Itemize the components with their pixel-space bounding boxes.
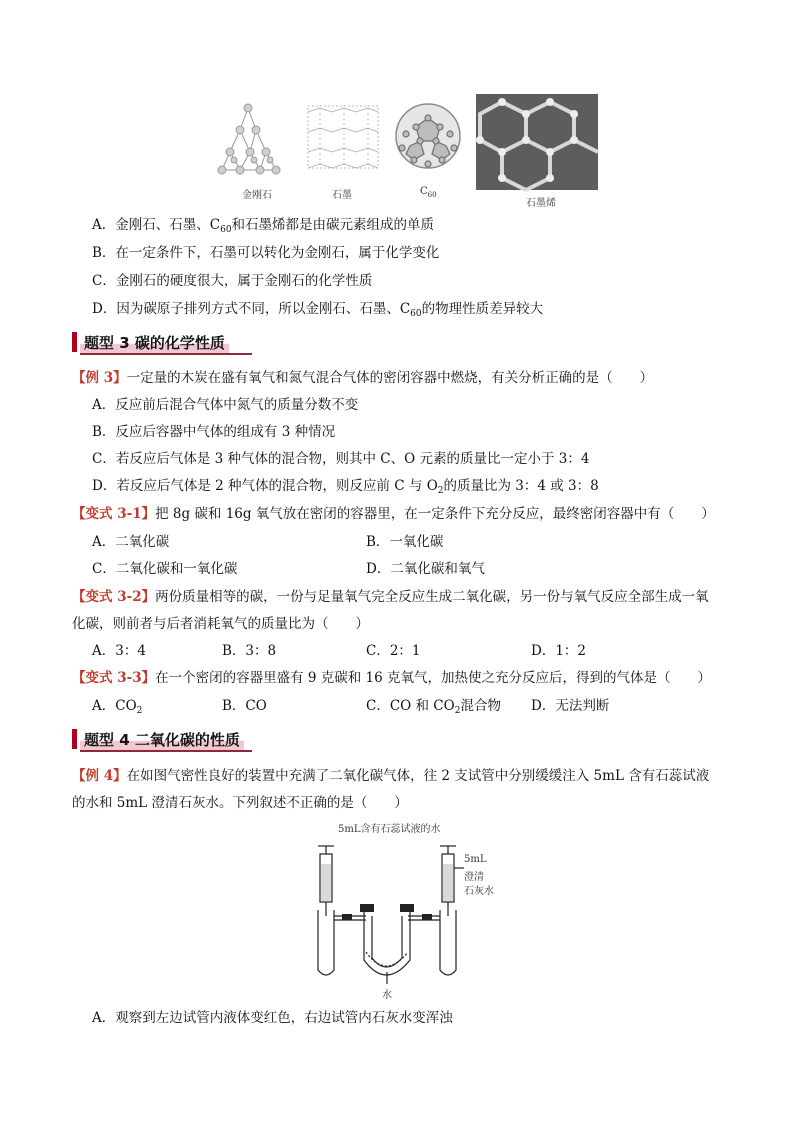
section-heading-3 bbox=[72, 331, 229, 353]
v32-option-c: C．2：1 bbox=[366, 643, 421, 659]
section-title: 题型 4 二氧化碳的性质 bbox=[80, 728, 244, 751]
ex3-option-a: A．反应前后混合气体中氮气的质量分数不变 bbox=[92, 397, 359, 413]
apparatus-top-label: 5mL含有石蕊试液的水 bbox=[338, 824, 441, 835]
caption-c60: $C_{60}$ bbox=[420, 186, 437, 199]
heading-bar bbox=[72, 729, 77, 749]
diamond-structure-image bbox=[218, 104, 280, 174]
heading-bar bbox=[72, 332, 77, 352]
allotrope-figure bbox=[210, 94, 610, 209]
v32-option-b: B．3：8 bbox=[222, 643, 277, 659]
variant-3-1-stem: 【变式 3-1】把 8g 碳和 16g 氧气放在密闭的容器里，在一定条件下充分反应，最终密闭容器中有（ ） bbox=[72, 506, 715, 522]
v32-option-d: D．1：2 bbox=[531, 643, 587, 659]
example-4-stem-line1: 【例 4】在如图气密性良好的装置中充满了二氧化碳气体，往 2 支试管中分别缓缓注入 5mL 含有石蕊试液 bbox=[72, 768, 710, 784]
option-d: D．因为碳原子排列方式不同，所以金刚石、石墨、$C_{60}$的物理性质差异较大 bbox=[92, 301, 544, 319]
caption-diamond: 金刚石 bbox=[242, 190, 272, 201]
v31-option-c: C．二氧化碳和一氧化碳 bbox=[92, 561, 238, 577]
option-a: A．金刚石、石墨、$C_{60}$和石墨烯都是由碳元素组成的单质 bbox=[92, 217, 435, 235]
v33-option-b: B．CO bbox=[222, 698, 267, 714]
example-3-stem: 【例 3】一定量的木炭在盛有氧气和氮气混合气体的密闭容器中燃烧，有关分析正确的是（ ） bbox=[72, 370, 654, 386]
heading-underline bbox=[80, 353, 252, 355]
v31-option-b: B．一氧化碳 bbox=[366, 534, 444, 550]
caption-graphene: 石墨烯 bbox=[526, 198, 556, 209]
graphite-structure-image bbox=[308, 106, 378, 168]
v33-option-c: C．CO 和 $CO_2$混合物 bbox=[366, 698, 501, 716]
v33-option-d: D．无法判断 bbox=[531, 698, 610, 714]
ex3-option-c: C．若反应后气体是 3 种气体的混合物，则其中 C、O 元素的质量比一定小于 3：4 bbox=[92, 451, 590, 467]
apparatus-label-limewater: 石灰水 bbox=[464, 886, 494, 897]
c60-structure-image bbox=[396, 104, 460, 168]
ex3-option-b: B．反应后容器中气体的组成有 3 种情况 bbox=[92, 424, 336, 440]
apparatus-figure bbox=[300, 820, 510, 1002]
graphene-structure-image bbox=[476, 94, 598, 190]
option-c: C．金刚石的硬度很大，属于金刚石的化学性质 bbox=[92, 273, 373, 289]
section-title: 题型 3 碳的化学性质 bbox=[80, 331, 229, 354]
apparatus-drawing bbox=[300, 820, 510, 1002]
v32-option-a: A．3：4 bbox=[92, 643, 146, 659]
v31-option-d: D．二氧化碳和氧气 bbox=[366, 561, 485, 577]
heading-underline bbox=[80, 750, 252, 752]
ex3-option-d: D．若反应后气体是 2 种气体的混合物，则反应前 C 与 $O_2$的质量比为 3：4 或 3：8 bbox=[92, 478, 599, 496]
apparatus-label-water: 水 bbox=[382, 990, 392, 1001]
apparatus-label-5ml: 5mL bbox=[464, 854, 487, 865]
variant-3-2-stem-line1: 【变式 3-2】两份质量相等的碳，一份与足量氧气完全反应生成二氧化碳，另一份与氧气反应全部生成一氧 bbox=[72, 589, 709, 605]
option-b: B．在一定条件下，石墨可以转化为金刚石，属于化学变化 bbox=[92, 245, 440, 261]
caption-graphite: 石墨 bbox=[332, 190, 352, 201]
section-heading-4 bbox=[72, 728, 244, 750]
variant-3-3-stem: 【变式 3-3】在一个密闭的容器里盛有 9 克碳和 16 克氧气，加热使之充分反应后，得到的气体是（ ） bbox=[72, 670, 712, 686]
apparatus-label-clear: 澄清 bbox=[464, 872, 484, 883]
v33-option-a: A．$CO_2$ bbox=[92, 698, 143, 716]
ex4-option-a: A．观察到左边试管内液体变红色，右边试管内石灰水变浑浊 bbox=[92, 1010, 453, 1026]
variant-3-2-stem-line2: 化碳，则前者与后者消耗氧气的质量比为（ ） bbox=[72, 616, 369, 632]
example-4-stem-line2: 的水和 5mL 澄清石灰水。下列叙述不正确的是（ ） bbox=[72, 795, 408, 811]
v31-option-a: A．二氧化碳 bbox=[92, 534, 170, 550]
